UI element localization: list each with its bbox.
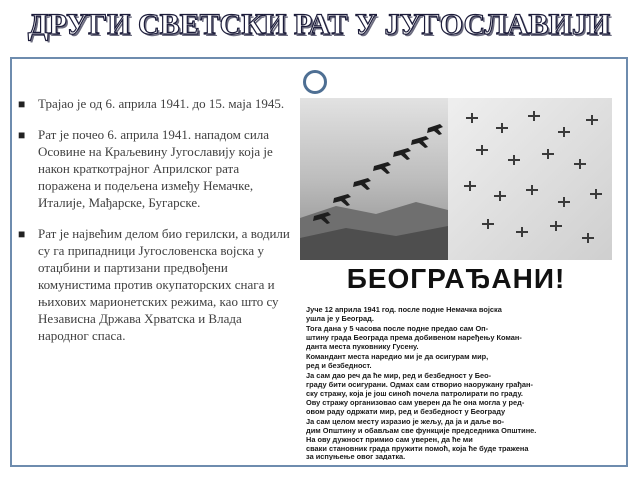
poster-line: граду бити осигурани. Одмах сам створио наоружану грађан-: [306, 380, 533, 389]
poster-line: На ову дужност примио сам уверен, да ће ми: [306, 435, 473, 444]
poster-svg: [296, 98, 616, 460]
poster-line: ред и безбедност.: [306, 361, 372, 370]
bullet-square-icon: ■: [18, 128, 26, 142]
poster-body: [306, 305, 536, 460]
title-divider: [10, 57, 628, 59]
poster-line: Јуче 12 априла 1941 год. после подне Немачка војска: [306, 305, 502, 314]
poster-line: штину града Београда према добивеном наређењу Коман-: [306, 333, 522, 342]
bullet-text: Рат је почео 6. априла 1941. нападом сила Осовине на Краљевину Југославију која је након краткотрајног Априлског рата поражена и подељена између Немачке, Италије, Мађарске, Бугарске.: [38, 127, 273, 210]
poster-line: дим Општину и обављам све функције председника Општине.: [306, 426, 537, 435]
poster-line: данта места пуковнику Гусену.: [306, 342, 419, 351]
poster-line: овом раду одржати мир, ред и безбедност у Београду: [306, 407, 506, 416]
circle-ornament-icon: [303, 70, 327, 94]
bullet-square-icon: ■: [18, 97, 26, 111]
poster-line: Командант места наредио ми је да осигурам мир,: [306, 352, 489, 361]
frame-bottom-border: [10, 465, 628, 467]
bullet-item: [18, 225, 290, 344]
historical-poster-image: [296, 98, 616, 460]
poster-line: Ову стражу организовао сам уверен да ће она могла у ред-: [306, 398, 525, 407]
poster-line: ушла је у Београд.: [306, 314, 374, 323]
poster-line: сваки становник града пружити помоћ, која ће буде тражена: [306, 444, 529, 453]
bullet-text: Трајао је од 6. априла 1941. до 15. маја 1945.: [38, 96, 285, 111]
poster-line: ску стражу, која је још синоћ почела патролирати по граду.: [306, 389, 523, 398]
slide-title: ДРУГИ СВЕТСКИ РАТ У ЈУГОСЛАВИЈИ: [27, 8, 611, 41]
poster-line: за испуњење овог задатка.: [306, 452, 406, 460]
bullet-text: Рат је највећим делом био герилски, а водили су га припадници Југословенска војска у отаџбини и партизани предвођени комунистима против окупаторских снага и њихових марионетских режима, као што су Независна Држава Хрватска и Влада народног спаса.: [38, 226, 290, 343]
poster-line: Тога дана у 5 часова после подне предао сам Оп-: [306, 324, 489, 333]
bullet-square-icon: ■: [18, 227, 26, 241]
bullet-list: [18, 95, 290, 358]
poster-line: Ја сам целом месту изразио је жељу, да ја и даље во-: [306, 417, 505, 426]
bullet-item: [18, 126, 290, 211]
formation-photo: [448, 98, 612, 260]
poster-headline: БЕОГРАЂАНИ!: [346, 263, 566, 294]
frame-right-border: [626, 57, 628, 467]
frame-left-border: [10, 57, 12, 467]
bombers-photo: [300, 98, 448, 260]
bullet-item: [18, 95, 290, 112]
poster-line: Ја сам дао реч да ће мир, ред и безбедност у Бео-: [306, 371, 492, 380]
